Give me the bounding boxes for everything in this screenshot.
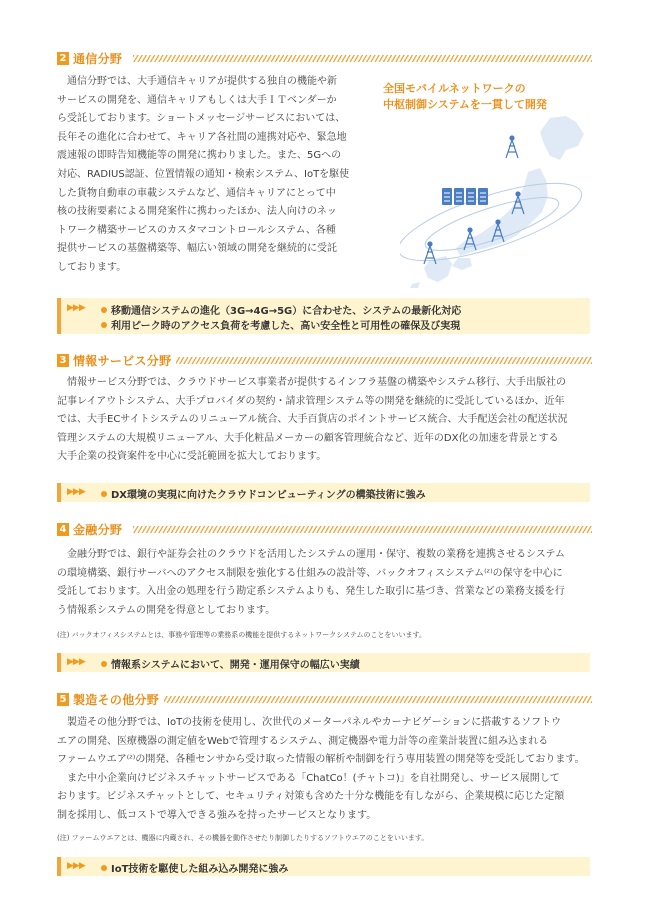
body-line: 提供サービスの基盤構築等、幅広い領域の開発を継続的に受託	[57, 243, 337, 255]
section-number: 4	[57, 523, 69, 536]
footnote: (注) バックオフィスシステムとは、事務や管理等の業務系の機能を提供するネットワークシステムのことをいいます。	[57, 631, 426, 639]
map-title-line-1: 全国モバイルネットワークの	[383, 82, 526, 95]
arrow-icon: ▶▶▶	[67, 861, 85, 871]
section-5-body	[57, 714, 592, 826]
section-divider	[164, 696, 592, 703]
antenna-icon	[506, 136, 518, 158]
arrow-icon: ▶▶▶	[67, 487, 85, 497]
section-3-header	[57, 351, 171, 369]
bullet-icon	[101, 307, 107, 313]
section-5-header	[57, 690, 159, 708]
body-line: エアの開発、医療機器の測定値をWebで管理するシステム、測定機器や電力計等の産業計装置に組み込まれる	[57, 735, 549, 747]
body-line: した貨物自動車の車載システムなど、通信キャリアにとって中	[57, 187, 336, 199]
body-line: 震速報の即時告知機能等の開発に携わりました。また、5Gへの	[57, 150, 342, 162]
section-4-header	[57, 520, 122, 538]
body-line: の環境構築、銀行サーバへのアクセス制限を強化する仕組みの設計等、バックオフィスシステム⁽ᶻ⁾の保守を中心に	[57, 567, 563, 579]
section-divider	[133, 55, 592, 62]
footnote: (注) ファームウエアとは、機器に内蔵され、その機器を動作させたり制御したりするソフトウエアのことをいいます。	[57, 834, 429, 842]
body-line: おります。ビジネスチャットとして、セキュリティ対策も含めた十分な機能を有しながら、企業規模に応じた定額	[57, 791, 565, 803]
highlight-item: DX環境の実現に向けたクラウドコンピューティングの構築技術に強み	[101, 486, 426, 501]
body-line: 記事レイアウトシステム、大手プロバイダの契約・請求管理システム等の開発を継続的に受託しているほか、近年	[57, 395, 565, 407]
section-3-highlight-box	[57, 483, 590, 502]
body-line: では、大手ECサイトシステムのリニューアル統合、大手百貨店のポイントサービス統合、大手配送会社の配送状況	[57, 414, 568, 426]
body-line: ら受託しております。ショートメッセージサービスにおいては、	[57, 113, 346, 125]
body-line: 対応、RADIUS認証、位置情報の通知・検索システム、IoTを駆使	[57, 168, 350, 180]
arrow-icon: ▶▶▶	[67, 303, 85, 313]
japan-network-map	[400, 112, 600, 290]
body-line: 大手企業の投資案件を中心に受託範囲を拡大しております。	[57, 451, 327, 463]
section-title: 通信分野	[73, 51, 123, 66]
highlight-item: 移動通信システムの進化（3G→4G→5G）に合わせた、システムの最新化対応	[101, 302, 461, 317]
section-5-highlight-box	[57, 857, 590, 876]
body-line: 情報サービス分野では、クラウドサービス事業者が提供するインフラ基盤の構築やシステム移行、大手出版社の	[67, 377, 566, 388]
body-line: 管理システムの大規模リニューアル、大手化粧品メーカーの顧客管理統合など、近年のDX化の加速を背景とする	[57, 432, 559, 444]
section-number: 2	[57, 52, 69, 65]
highlight-item: 情報系システムにおいて、開発・運用保守の幅広い実績	[101, 656, 360, 671]
body-line: 核の技術要素による開発案件に携わったほか、法人向けのネッ	[57, 206, 337, 218]
body-line: トワーク構築サービスのカスタマコントロールシステム、各種	[57, 224, 336, 236]
section-divider	[133, 526, 592, 533]
section-3-body	[57, 374, 592, 467]
section-2-highlight-box	[57, 298, 590, 334]
section-4-body	[57, 546, 592, 620]
section-title: 製造その他分野	[73, 692, 160, 707]
body-line: サービスの開発を、通信キャリアもしくは大手ＩＴベンダーか	[57, 94, 337, 106]
bullet-icon	[101, 322, 107, 328]
body-line: 制を採用し、低コストで導入できる強みを持ったサービスとなります。	[57, 809, 377, 821]
body-line: 長年その進化に合わせて、キャリア各社間の連携対応や、緊急地	[57, 131, 347, 143]
section-number: 3	[57, 354, 69, 367]
body-line: しております。	[57, 261, 127, 273]
section-divider	[176, 357, 592, 364]
section-2-header	[57, 49, 122, 67]
body-line: 通信分野では、大手通信キャリアが提供する独自の機能や新	[67, 76, 337, 87]
section-number: 5	[57, 693, 69, 706]
section-title: 情報サービス分野	[73, 353, 172, 368]
highlight-item: IoT技術を駆使した組み込み開発に強み	[101, 860, 288, 875]
body-line: ファームウエア⁽ᶻ⁾の開発、各種センサから受け取った情報の解析や制御を行う専用装置の開発等を受託しております。	[57, 754, 585, 766]
arrow-icon: ▶▶▶	[67, 657, 85, 667]
bullet-icon	[101, 865, 107, 871]
section-4-highlight-box	[57, 653, 590, 672]
bullet-icon	[101, 491, 107, 497]
bullet-icon	[101, 661, 107, 667]
highlight-item: 利用ピーク時のアクセス負荷を考慮した、高い安全性と可用性の確保及び実現	[101, 317, 460, 332]
body-line: 製造その他分野では、IoTの技術を使用し、次世代のメーターパネルやカーナビゲーションに搭載するソフトウ	[67, 717, 562, 728]
section-2-body	[57, 73, 372, 278]
map-title-line-2: 中枢制御システムを一貫して開発	[383, 98, 547, 111]
network-orbit	[400, 168, 589, 277]
body-line: 受託しております。入出金の処理を行う勘定系システムよりも、発生した取引に基づき、営業などの業務支援を行	[57, 586, 565, 598]
body-line: う情報系システムの開発を得意としております。	[57, 604, 276, 616]
body-line: 金融分野では、銀行や証券会社のクラウドを活用したシステムの運用・保守、複数の業務を連携させるシステム	[67, 549, 565, 560]
body-line: また中小企業向けビジネスチャットサービスである「ChatCo！(チャトコ)」を自社開発し、サービス展開して	[67, 772, 560, 784]
server-icon	[442, 188, 488, 205]
section-title: 金融分野	[73, 522, 123, 537]
